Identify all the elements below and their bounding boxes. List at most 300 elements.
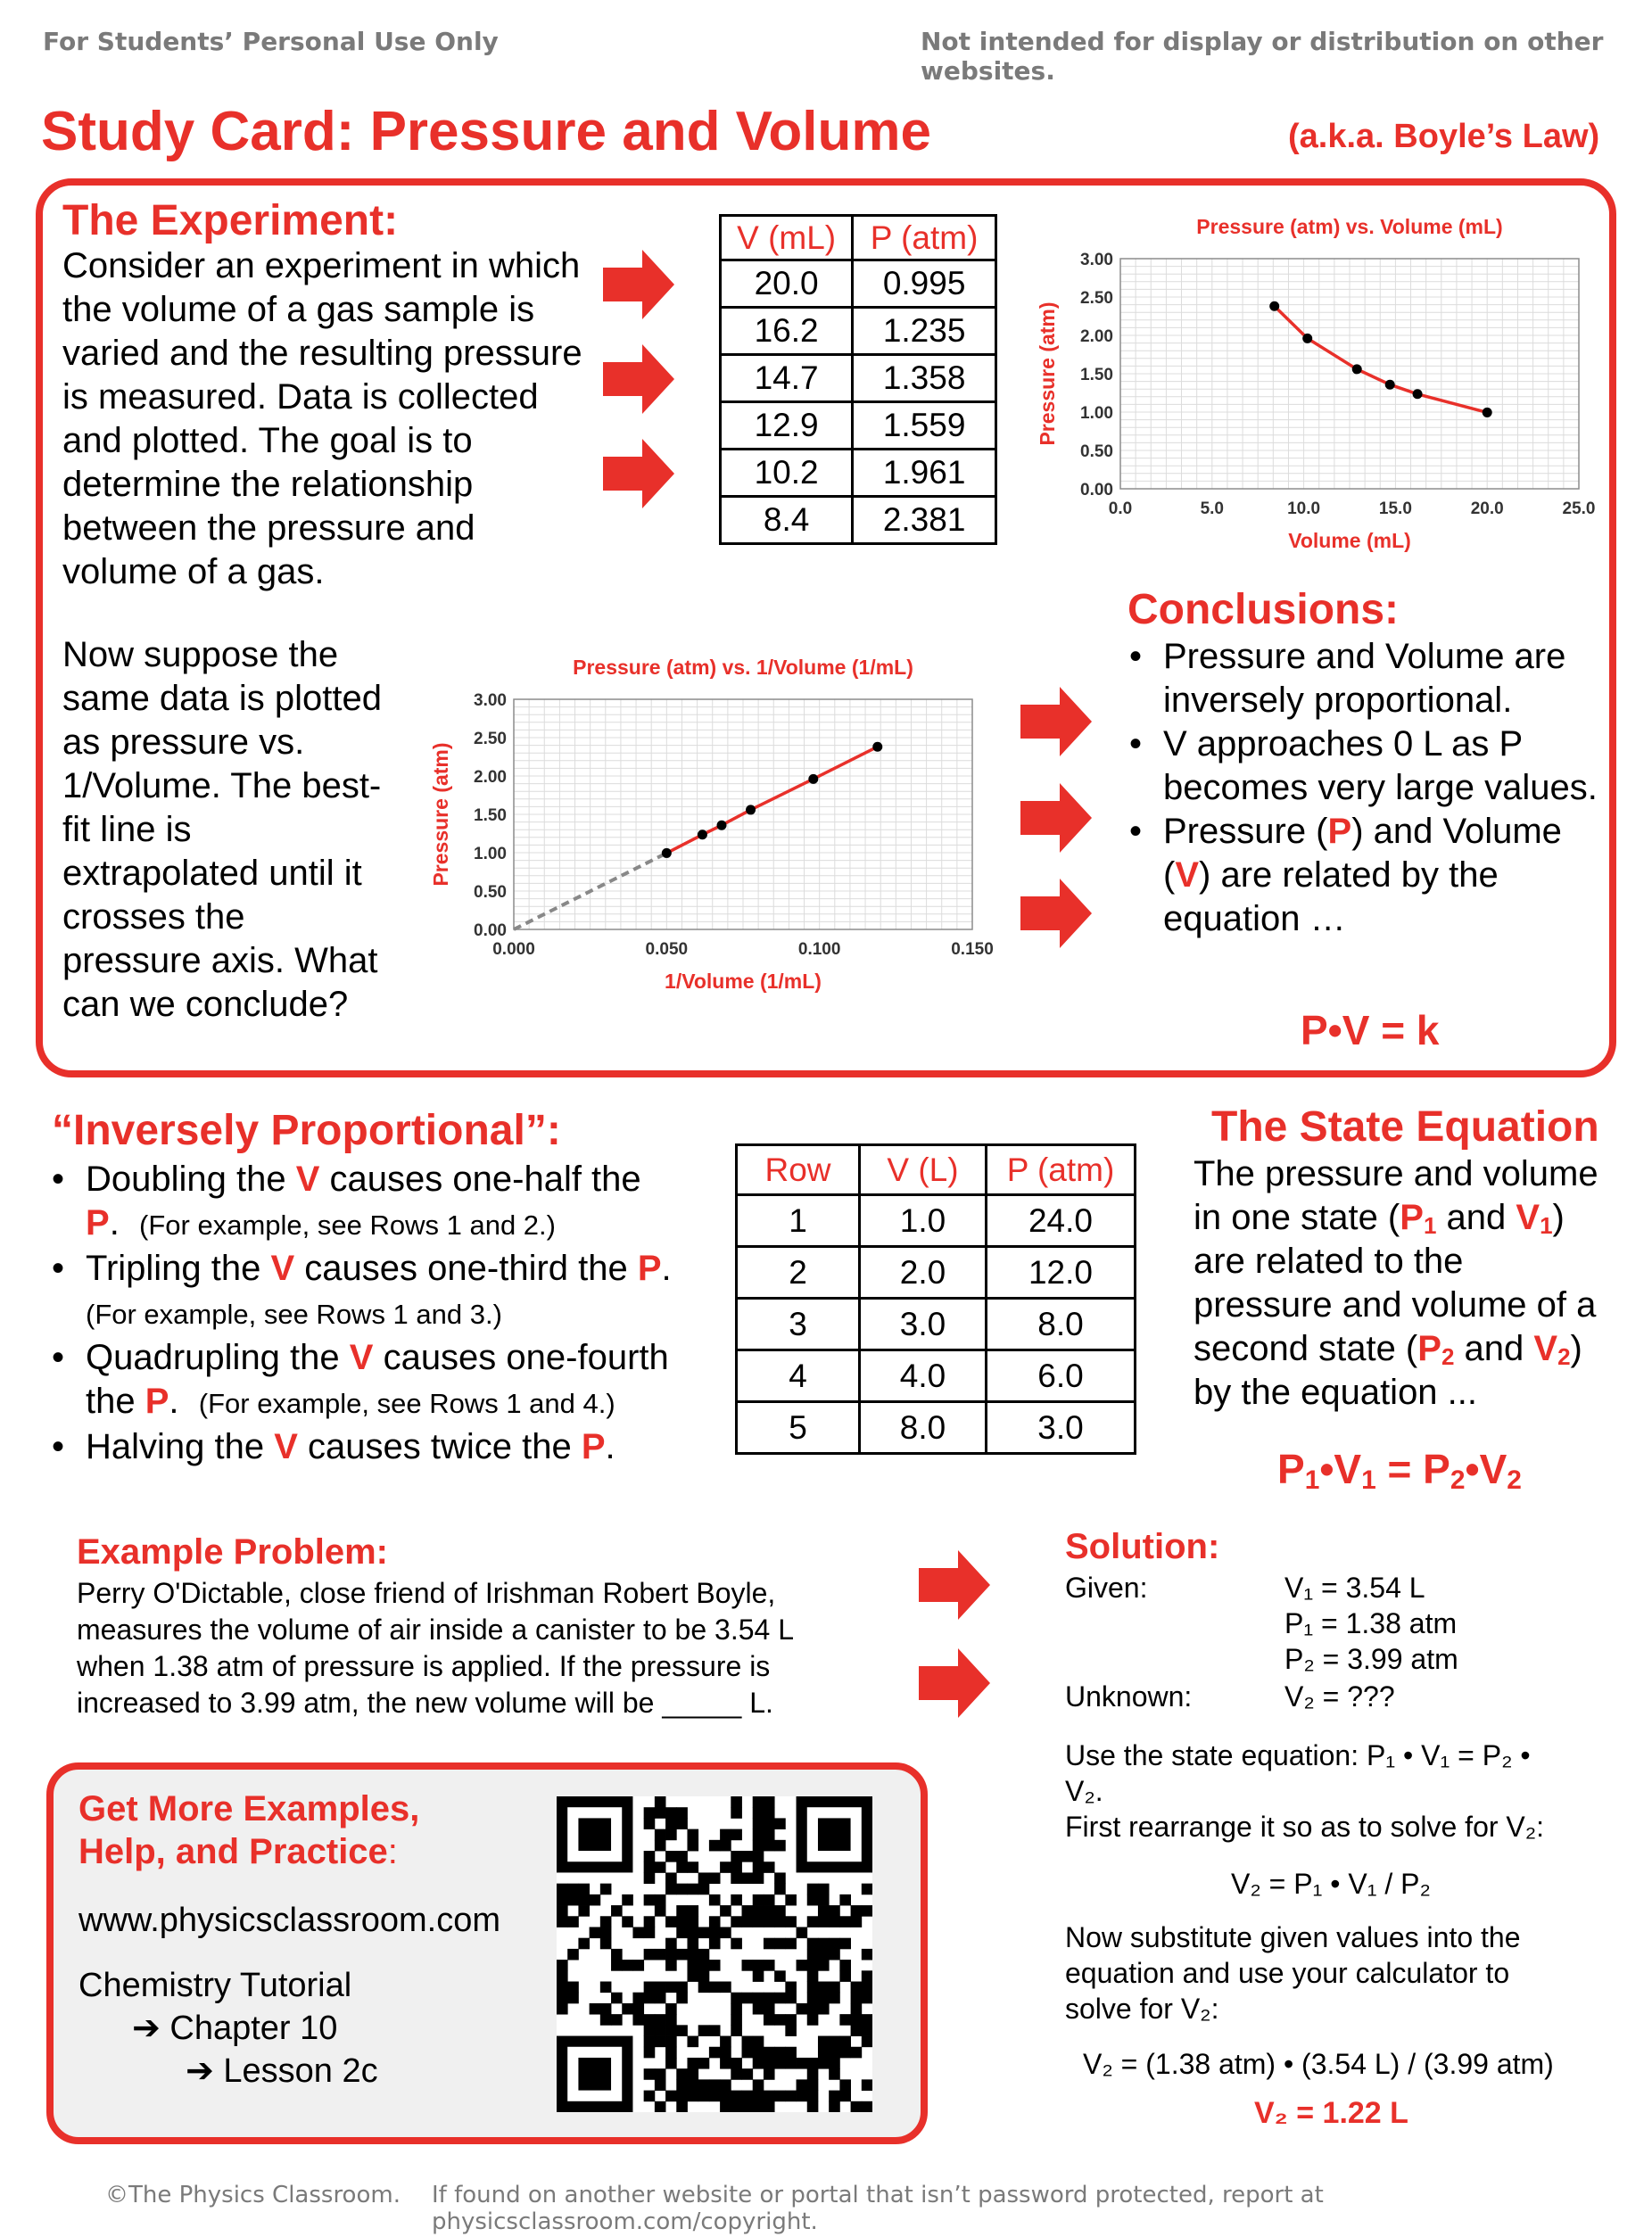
- table-cell: 0.995: [853, 260, 996, 308]
- qr-module: [698, 1970, 710, 1982]
- qr-module: [611, 1993, 623, 2004]
- qr-module: [807, 1982, 819, 1993]
- qr-module: [644, 2047, 656, 2059]
- qr-module: [807, 1938, 819, 1950]
- table-cell: 1.961: [853, 450, 996, 497]
- qr-module: [698, 2091, 710, 2102]
- qr-module: [807, 1884, 819, 1895]
- qr-module: [807, 1949, 819, 1960]
- qr-module: [862, 2079, 872, 2091]
- qr-module: [774, 1938, 786, 1950]
- qr-module: [655, 1861, 666, 1873]
- qr-module: [753, 1840, 764, 1852]
- qr-module: [753, 1818, 764, 1829]
- qr-module: [774, 1905, 786, 1917]
- x-tick-label: 10.0: [1287, 499, 1321, 518]
- qr-module: [839, 2079, 851, 2091]
- qr-module: [818, 1884, 830, 1895]
- qr-module: [774, 1993, 786, 2004]
- qr-module: [839, 1894, 851, 1906]
- qr-module: [665, 2047, 677, 2059]
- qr-module: [676, 1949, 688, 1960]
- qr-module: [600, 1927, 612, 1938]
- qr-module: [632, 2014, 644, 2026]
- data-point: [1269, 301, 1279, 311]
- right-arrow-icon: [1020, 687, 1092, 756]
- qr-module: [753, 2036, 764, 2048]
- table-cell: 8.0: [987, 1299, 1136, 1350]
- pressure-inverse-volume-chart: [428, 648, 999, 1004]
- qr-module: [731, 1894, 742, 1906]
- x-tick-label: 20.0: [1470, 499, 1504, 518]
- data-point: [1352, 364, 1362, 374]
- qr-module: [764, 2068, 775, 2080]
- qr-module: [753, 1916, 764, 1927]
- qr-module: [785, 1916, 797, 1927]
- qr-module: [655, 1807, 666, 1819]
- qr-module: [753, 2003, 764, 2015]
- qr-module: [764, 1807, 775, 1819]
- qr-module: [698, 1960, 710, 1971]
- calculation: V₂ = (1.38 atm) • (3.54 L) / (3.99 atm): [1083, 2048, 1554, 2080]
- qr-module: [818, 2036, 830, 2048]
- qr-module: [764, 1938, 775, 1950]
- qr-module: [785, 2025, 797, 2036]
- x-tick-label: 0.0: [1108, 499, 1133, 518]
- table-cell: 20.0: [721, 260, 853, 308]
- qr-module: [742, 2047, 754, 2059]
- qr-module: [731, 2014, 742, 2026]
- qr-module: [611, 1905, 623, 1917]
- qr-module: [567, 1916, 579, 1927]
- table-header: Row: [737, 1145, 860, 1195]
- qr-module: [578, 1894, 590, 1906]
- qr-module: [644, 1982, 656, 1993]
- qr-module: [655, 1905, 666, 1917]
- qr-module: [622, 1894, 633, 1906]
- qr-module: [687, 2036, 698, 2048]
- qr-module: [720, 2101, 731, 2112]
- qr-module: [829, 2101, 840, 2112]
- table-cell: 10.2: [721, 450, 853, 497]
- qr-module: [709, 1960, 721, 1971]
- qr-module: [807, 1916, 819, 1927]
- qr-module: [655, 1949, 666, 1960]
- qr-module: [785, 1993, 797, 2004]
- x-axis-label: 1/Volume (1/mL): [665, 970, 822, 993]
- qr-module: [764, 1905, 775, 1917]
- y-tick-label: 1.00: [1080, 404, 1113, 423]
- qr-module: [676, 1818, 688, 1829]
- qr-module: [600, 1884, 612, 1895]
- experiment-text: Consider an experiment in which the volume of a gas sample is varied and the resulting pressure is measured. Data is collected and plotted. The goal is to determine the relationship between the pressure and volume of a gas.: [62, 246, 582, 591]
- qr-module: [655, 2025, 666, 2036]
- table-cell: 1.358: [853, 355, 996, 402]
- y-axis-label: Pressure (atm): [1036, 301, 1059, 446]
- y-tick-label: 1.50: [1080, 366, 1113, 384]
- qr-module: [839, 1960, 851, 1971]
- qr-module: [720, 1927, 731, 1938]
- qr-module: [797, 2079, 808, 2091]
- qr-module: [774, 1872, 786, 1884]
- qr-module: [655, 2036, 666, 2048]
- qr-module: [807, 1993, 819, 2004]
- qr-module: [862, 2101, 872, 2112]
- qr-module: [731, 1916, 742, 1927]
- right-arrow-icon: [1020, 879, 1092, 948]
- table-header: P (atm): [987, 1145, 1136, 1195]
- qr-module: [600, 1982, 612, 1993]
- qr-module: [720, 2091, 731, 2102]
- qr-module: [807, 1970, 819, 1982]
- qr-module: [731, 1851, 742, 1862]
- qr-module: [709, 2025, 721, 2036]
- qr-module: [753, 1829, 764, 1841]
- qr-module: [611, 2014, 623, 2026]
- qr-module: [818, 1905, 830, 1917]
- y-tick-label: 3.00: [474, 691, 507, 710]
- qr-module: [590, 1894, 601, 1906]
- example-heading: Example Problem:: [77, 1532, 389, 1572]
- qr-module: [687, 1884, 698, 1895]
- qr-module: [557, 1916, 568, 1927]
- qr-module: [709, 1840, 721, 1852]
- qr-module: [644, 2091, 656, 2102]
- qr-module: [774, 1840, 786, 1852]
- qr-module: [665, 1916, 677, 1927]
- qr-module: [742, 1872, 754, 1884]
- y-tick-label: 2.50: [474, 730, 507, 748]
- qr-module: [665, 2025, 677, 2036]
- page-subtitle: (a.k.a. Boyle’s Law): [1288, 118, 1600, 155]
- y-tick-label: 2.00: [1080, 327, 1113, 346]
- qr-module: [851, 1916, 863, 1927]
- qr-module: [687, 1949, 698, 1960]
- qr-module: [687, 1927, 698, 1938]
- qr-module: [655, 2068, 666, 2080]
- substitute-text: Now substitute given values into the equation and use your calculator to solve for V₂:: [1065, 1921, 1521, 2025]
- qr-module: [590, 1927, 601, 1938]
- qr-module: [818, 2058, 830, 2069]
- qr-module: [567, 1982, 579, 1993]
- qr-module: [644, 1851, 656, 1862]
- qr-module: [731, 2025, 742, 2036]
- y-tick-label: 1.00: [474, 845, 507, 863]
- qr-module: [851, 2025, 863, 2036]
- qr-module: [839, 2047, 851, 2059]
- qr-module: [676, 1905, 688, 1917]
- qr-module: [676, 1807, 688, 1819]
- qr-module: [807, 2003, 819, 2015]
- table-cell: 3.0: [987, 1402, 1136, 1454]
- qr-module: [818, 2003, 830, 2015]
- qr-module: [665, 2014, 677, 2026]
- qr-module: [807, 1960, 819, 1971]
- qr-module: [829, 2036, 840, 2048]
- qr-module: [720, 2058, 731, 2069]
- qr-module: [862, 1905, 872, 1917]
- qr-module: [687, 1960, 698, 1971]
- qr-module: [839, 1970, 851, 1982]
- header-right: Not intended for display or distribution on other websites.: [921, 27, 1604, 86]
- qr-module: [807, 2014, 819, 2026]
- qr-module: [720, 1905, 731, 1917]
- qr-module: [742, 2068, 754, 2080]
- tutorial-path: Chemistry Tutorial ➔ Chapter 10 ➔ Lesson 2c: [78, 1964, 378, 2093]
- qr-module: [687, 2068, 698, 2080]
- qr-module: [665, 1829, 677, 1841]
- qr-module: [862, 2036, 872, 2048]
- qr-module: [753, 2058, 764, 2069]
- qr-module: [829, 2058, 840, 2069]
- qr-module: [665, 2091, 677, 2102]
- qr-module: [829, 1982, 840, 1993]
- table-cell: 12.0: [987, 1247, 1136, 1299]
- qr-module: [655, 2079, 666, 2091]
- qr-module: [622, 1916, 633, 1927]
- qr-module: [839, 2091, 851, 2102]
- qr-module: [785, 2047, 797, 2059]
- qr-module: [742, 1916, 754, 1927]
- qr-module: [774, 1970, 786, 1982]
- given-label: Given:: [1065, 1572, 1148, 1604]
- qr-module: [687, 2091, 698, 2102]
- qr-module: [851, 1993, 863, 2004]
- qr-finder: [578, 1818, 611, 1851]
- qr-module: [709, 1872, 721, 1884]
- qr-module: [644, 1894, 656, 1906]
- qr-module: [818, 1938, 830, 1950]
- qr-module: [818, 1949, 830, 1960]
- conclusions-heading: Conclusions:: [1127, 586, 1400, 633]
- answer: V₂ = 1.22 L: [1254, 2096, 1408, 2130]
- qr-module: [829, 1916, 840, 1927]
- example-text: Perry O'Dictable, close friend of Irishman Robert Boyle, measures the volume of air inside a canister to be 3.54 L when 1.38 atm of pressure is applied. If the pressure is increased to 3.99 atm, the new volume will be _____ L.: [77, 1577, 794, 1719]
- qr-module: [644, 2036, 656, 2048]
- qr-module: [742, 2101, 754, 2112]
- qr-module: [785, 2014, 797, 2026]
- qr-module: [753, 2091, 764, 2102]
- qr-module: [644, 1993, 656, 2004]
- qr-module: [676, 1927, 688, 1938]
- data-point: [1302, 334, 1312, 343]
- rearranged-equation: V₂ = P₁ • V₁ / P₂: [1231, 1868, 1431, 1900]
- qr-module: [644, 1818, 656, 1829]
- qr-module: [764, 2058, 775, 2069]
- qr-module: [665, 1851, 677, 1862]
- table-cell: 8.4: [721, 497, 853, 544]
- qr-module: [644, 1949, 656, 1960]
- data-point: [717, 821, 727, 830]
- qr-code[interactable]: [557, 1796, 872, 2112]
- qr-module: [557, 1894, 568, 1906]
- qr-module: [709, 1894, 721, 1906]
- unknown-value: V₂ = ???: [1284, 1680, 1395, 1713]
- qr-module: [709, 1938, 721, 1950]
- table-cell: 12.9: [721, 402, 853, 450]
- qr-module: [807, 2068, 819, 2080]
- table-cell: 14.7: [721, 355, 853, 402]
- qr-module: [557, 2003, 568, 2015]
- x-axis-label: Volume (mL): [1288, 529, 1411, 552]
- qr-module: [687, 1905, 698, 1917]
- qr-module: [632, 1927, 644, 1938]
- qr-module: [851, 2014, 863, 2026]
- qr-module: [655, 1796, 666, 1808]
- qr-module: [818, 1960, 830, 1971]
- qr-module: [742, 1960, 754, 1971]
- qr-module: [785, 2058, 797, 2069]
- qr-module: [665, 2058, 677, 2069]
- qr-module: [611, 1960, 623, 1971]
- conclusions-list: [1124, 635, 1606, 941]
- boyle-equation: P•V = k: [1301, 1007, 1440, 1053]
- qr-module: [764, 2091, 775, 2102]
- qr-module: [764, 1993, 775, 2004]
- qr-module: [862, 2025, 872, 2036]
- qr-module: [753, 1993, 764, 2004]
- qr-module: [655, 1894, 666, 1906]
- qr-module: [557, 1884, 568, 1895]
- qr-module: [829, 1938, 840, 1950]
- y-tick-label: 1.50: [474, 806, 507, 825]
- right-arrow-icon: [603, 439, 674, 508]
- qr-module: [764, 1916, 775, 1927]
- qr-module: [709, 2079, 721, 2091]
- qr-module: [698, 1927, 710, 1938]
- qr-module: [622, 1960, 633, 1971]
- x-tick-label: 0.100: [797, 940, 841, 959]
- experiment-second-text: Now suppose the same data is plotted as pressure vs. 1/Volume. The best- fit line is extrapolated until it crosses the pressure axis. What can we conclude?: [62, 635, 382, 1024]
- qr-module: [753, 1970, 764, 1982]
- table-cell: 4.0: [860, 1350, 987, 1402]
- qr-module: [709, 1916, 721, 1927]
- qr-module: [676, 2025, 688, 2036]
- qr-module: [807, 1894, 819, 1906]
- qr-module: [818, 1894, 830, 1906]
- x-tick-label: 0.000: [492, 940, 535, 959]
- qr-module: [862, 1949, 872, 1960]
- table-cell: 16.2: [721, 308, 853, 355]
- right-arrow-icon: [603, 250, 674, 319]
- inverse-example-table: [735, 1143, 1136, 1455]
- y-tick-label: 0.50: [1080, 442, 1113, 461]
- x-tick-label: 25.0: [1562, 499, 1596, 518]
- qr-module: [644, 1807, 656, 1819]
- qr-module: [753, 1894, 764, 1906]
- qr-module: [839, 2036, 851, 2048]
- qr-module: [774, 1884, 786, 1895]
- chart-title: Pressure (atm) vs. Volume (mL): [1196, 215, 1503, 238]
- qr-module: [567, 1884, 579, 1895]
- list-item: • Pressure and Volume are inversely proportional.: [1124, 635, 1606, 722]
- qr-module: [742, 2036, 754, 2048]
- qr-module: [600, 2003, 612, 2015]
- list-item: • Pressure (P) and Volume (V) are related by the equation …: [1124, 810, 1606, 941]
- website-link[interactable]: www.physicsclassroom.com: [78, 1902, 500, 1939]
- qr-module: [665, 1818, 677, 1829]
- solution-heading: Solution:: [1065, 1527, 1220, 1566]
- qr-module: [698, 1982, 710, 1993]
- qr-module: [676, 2079, 688, 2091]
- qr-module: [764, 1894, 775, 1906]
- qr-module: [774, 2091, 786, 2102]
- qr-module: [687, 2058, 698, 2069]
- state-text: The pressure and volume in one state ($P_1$ and $V_1$) are related to the pressure and volume of a second state ($P_2$ and $V_2$) by the equation ...: [1194, 1154, 1598, 1412]
- qr-module: [753, 2101, 764, 2112]
- qr-module: [665, 1949, 677, 1960]
- qr-module: [709, 1927, 721, 1938]
- qr-module: [720, 1829, 731, 1841]
- qr-module: [742, 1851, 754, 1862]
- qr-module: [851, 2101, 863, 2112]
- qr-module: [785, 1894, 797, 1906]
- unknown-label: Unknown:: [1065, 1680, 1193, 1713]
- solution-steps: Use the state equation: P₁ • V₁ = P₂ • V₂. First rearrange it so as to solve for V₂:: [1065, 1739, 1545, 1843]
- qr-module: [578, 1905, 590, 1917]
- qr-module: [764, 1818, 775, 1829]
- qr-module: [764, 1861, 775, 1873]
- qr-module: [632, 1960, 644, 1971]
- table-header: V (mL): [721, 216, 853, 260]
- qr-module: [764, 1829, 775, 1841]
- given-values: V₁ = 3.54 L P₁ = 1.38 atm P₂ = 3.99 atm: [1284, 1572, 1458, 1675]
- qr-module: [731, 1807, 742, 1819]
- qr-module: [764, 1796, 775, 1808]
- qr-module: [665, 2036, 677, 2048]
- table-cell: 2: [737, 1247, 860, 1299]
- qr-module: [698, 1949, 710, 1960]
- qr-module: [807, 2058, 819, 2069]
- qr-finder: [578, 2058, 611, 2091]
- qr-module: [644, 1927, 656, 1938]
- qr-module: [665, 1872, 677, 1884]
- qr-module: [742, 2091, 754, 2102]
- chapter-link[interactable]: ➔ Chapter 10: [132, 2010, 338, 2047]
- qr-module: [611, 1949, 623, 1960]
- qr-module: [720, 1861, 731, 1873]
- qr-module: [774, 1818, 786, 1829]
- table-cell: 3.0: [860, 1299, 987, 1350]
- qr-module: [839, 2014, 851, 2026]
- qr-module: [557, 1905, 568, 1917]
- y-tick-label: 0.00: [1080, 481, 1113, 499]
- qr-module: [818, 1982, 830, 1993]
- table-cell: 6.0: [987, 1350, 1136, 1402]
- y-axis-label: Pressure (atm): [429, 742, 452, 887]
- qr-module: [709, 1982, 721, 1993]
- qr-module: [687, 1970, 698, 1982]
- qr-module: [829, 2047, 840, 2059]
- data-point: [698, 830, 707, 839]
- qr-module: [676, 1916, 688, 1927]
- qr-module: [753, 1905, 764, 1917]
- qr-module: [590, 2003, 601, 2015]
- qr-module: [818, 1916, 830, 1927]
- x-tick-label: 5.0: [1200, 499, 1225, 518]
- qr-module: [753, 2079, 764, 2091]
- lesson-link[interactable]: ➔ Lesson 2c: [186, 2052, 378, 2090]
- x-tick-label: 15.0: [1378, 499, 1412, 518]
- qr-module: [676, 1861, 688, 1873]
- qr-module: [764, 1840, 775, 1852]
- table-cell: 8.0: [860, 1402, 987, 1454]
- list-item: • Halving the V causes twice the P.: [46, 1425, 724, 1469]
- qr-finder: [818, 1818, 851, 1851]
- qr-module: [687, 1938, 698, 1950]
- right-arrow-icon: [919, 1550, 990, 1620]
- qr-module: [851, 1905, 863, 1917]
